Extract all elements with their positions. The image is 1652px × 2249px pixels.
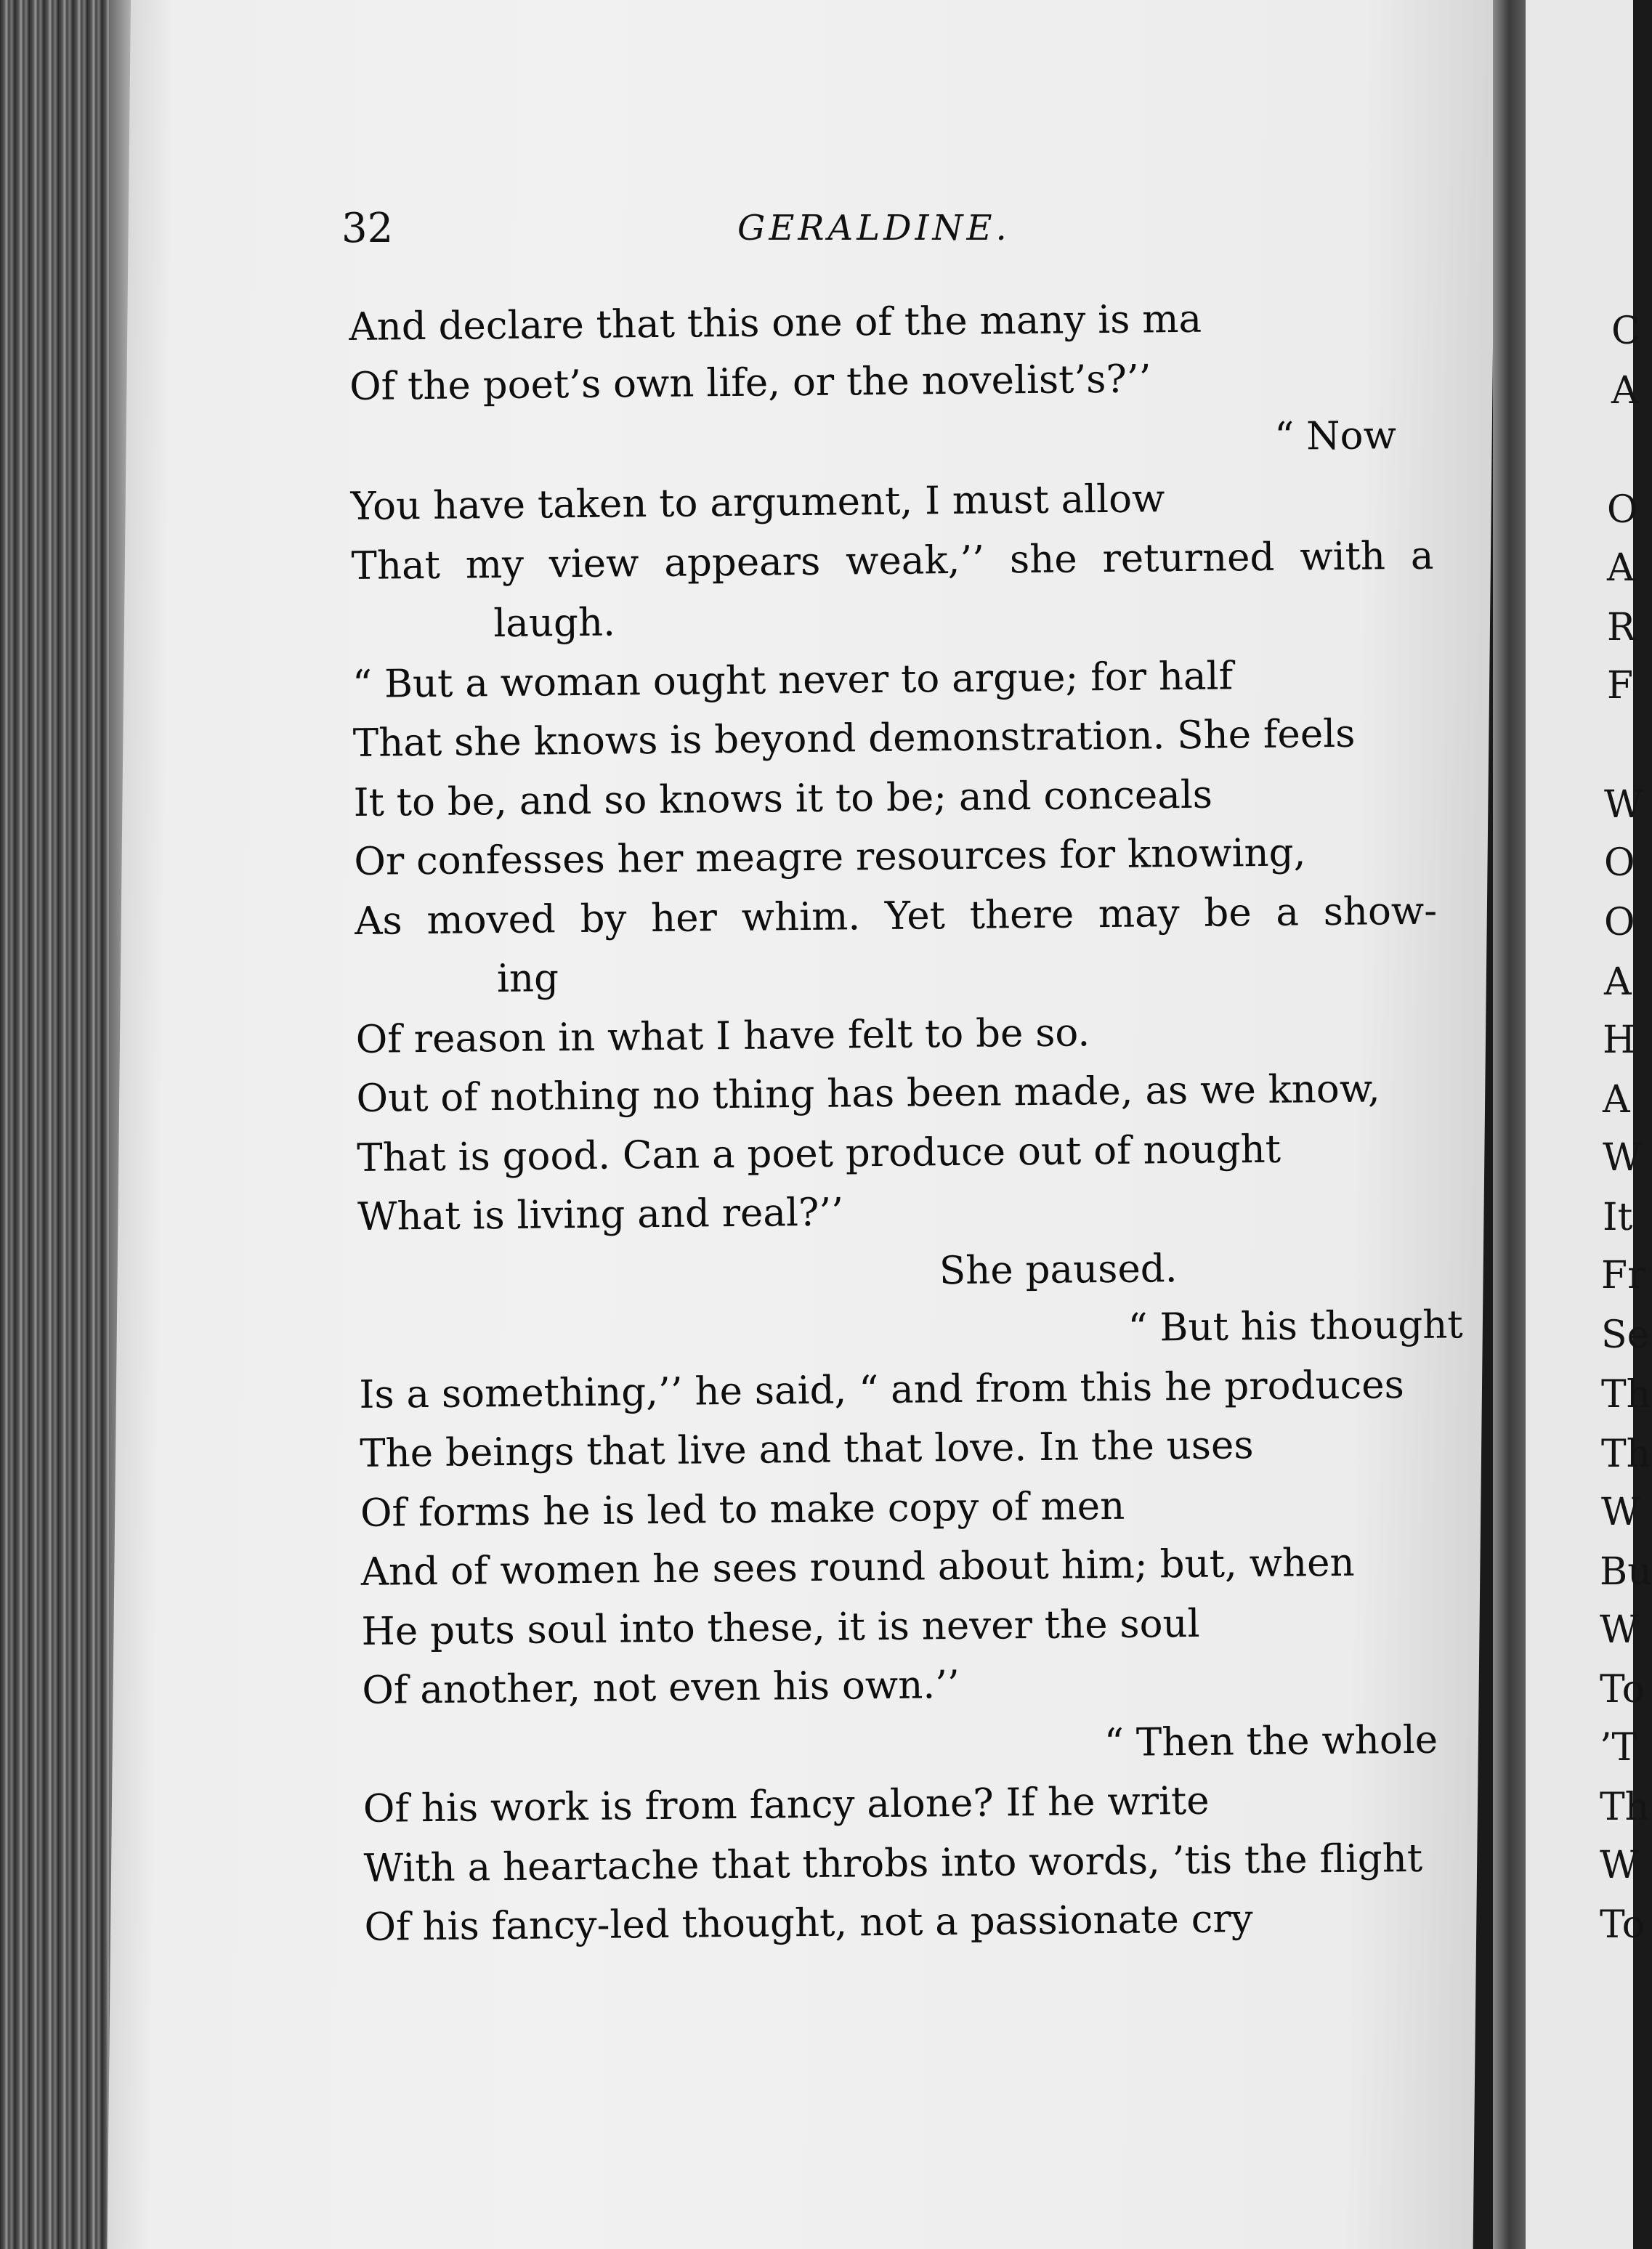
verse-line: Of reason in what I have felt to be so. bbox=[355, 1010, 1090, 1062]
facing-fragment: F bbox=[1607, 664, 1634, 708]
verse-line: That is good. Can a poet produce out of nought bbox=[357, 1127, 1281, 1180]
facing-fragment: Th bbox=[1601, 1433, 1651, 1476]
verse-line: Of his fancy-led thought, not a passionate cry bbox=[364, 1897, 1253, 1950]
facing-fragment: A bbox=[1604, 960, 1632, 1004]
facing-fragment: Bu bbox=[1600, 1550, 1652, 1594]
facing-fragment: Fr bbox=[1601, 1254, 1645, 1297]
verse-line: Out of nothing no thing has been made, as we know, bbox=[356, 1066, 1380, 1121]
verse-line: Of forms he is led to make copy of men bbox=[360, 1483, 1125, 1536]
facing-page bbox=[1526, 0, 1652, 2249]
verse-line: The beings that live and that love. In the uses bbox=[359, 1423, 1254, 1476]
facing-fragment: To bbox=[1600, 1668, 1645, 1711]
verse-line: And of women he sees round about him; but, when bbox=[360, 1540, 1355, 1594]
facing-fragment: Se bbox=[1601, 1313, 1650, 1357]
verse-line: Of another, not even his own.’’ bbox=[362, 1663, 960, 1713]
facing-fragment: R bbox=[1607, 606, 1636, 649]
book-gutter bbox=[1493, 0, 1526, 2249]
verse-line: Of his work is from fancy alone? If he write bbox=[363, 1778, 1210, 1831]
verse-line: As moved by her whim. Yet there may be a show- bbox=[354, 888, 1438, 944]
verse-line: Is a something,’’ he said, “ and from this he produces bbox=[359, 1362, 1405, 1417]
facing-fragment: O bbox=[1607, 488, 1638, 532]
facing-fragment: W bbox=[1603, 1136, 1642, 1180]
verse-line-continuation: laugh. bbox=[493, 600, 616, 647]
page-number: 32 bbox=[341, 205, 394, 252]
verse-line: She paused. bbox=[939, 1246, 1178, 1293]
verse-line: “ Then the whole bbox=[1104, 1717, 1438, 1765]
facing-fragment: It bbox=[1603, 1196, 1633, 1239]
facing-fragment: Th bbox=[1600, 1786, 1650, 1829]
verse-line: And declare that this one of the many is ma bbox=[349, 296, 1202, 349]
facing-fragment: O bbox=[1604, 901, 1635, 944]
facing-fragment: H bbox=[1603, 1018, 1636, 1062]
verse-line: You have taken to argument, I must allow bbox=[350, 477, 1165, 529]
verse-line: It to be, and so knows it to be; and conceals bbox=[353, 772, 1213, 825]
facing-fragment: ’T bbox=[1600, 1726, 1637, 1770]
verse-body bbox=[349, 287, 1498, 1957]
verse-line: Of the poet’s own life, or the novelist’s?’’ bbox=[349, 356, 1151, 409]
verse-line: “ But his thought bbox=[1127, 1302, 1463, 1350]
facing-fragment: W bbox=[1600, 1844, 1639, 1887]
running-head bbox=[341, 205, 1417, 256]
verse-line: “ Now bbox=[1274, 413, 1397, 459]
verse-line: “ But a woman ought never to argue; for half bbox=[352, 653, 1234, 707]
verse-line: What is living and real?’’ bbox=[357, 1190, 844, 1239]
facing-fragment: To bbox=[1600, 1903, 1645, 1947]
facing-fragment: A bbox=[1603, 1078, 1630, 1122]
facing-fragment: W bbox=[1601, 1491, 1640, 1534]
facing-fragment: O bbox=[1604, 841, 1635, 885]
verse-line: With a heartache that throbs into words, ’tis the flight bbox=[363, 1836, 1423, 1891]
verse-line: He puts soul into these, it is never the soul bbox=[361, 1601, 1200, 1654]
facing-fragment: C bbox=[1611, 309, 1640, 353]
page-title: GERALDINE. bbox=[737, 208, 1011, 248]
facing-fragment: W bbox=[1600, 1608, 1639, 1652]
facing-fragment: W bbox=[1604, 783, 1643, 827]
verse-line: That my view appears weak,’’ she returned with a bbox=[351, 533, 1434, 588]
verse-line: Or confesses her meagre resources for knowing, bbox=[354, 830, 1306, 884]
facing-fragment: A bbox=[1611, 369, 1639, 413]
verse-line: That she knows is beyond demonstration. She feels bbox=[352, 711, 1356, 766]
verse-line-continuation: ing bbox=[496, 956, 559, 1002]
facing-fragment: A bbox=[1607, 546, 1635, 590]
facing-fragment: Th bbox=[1601, 1373, 1651, 1417]
